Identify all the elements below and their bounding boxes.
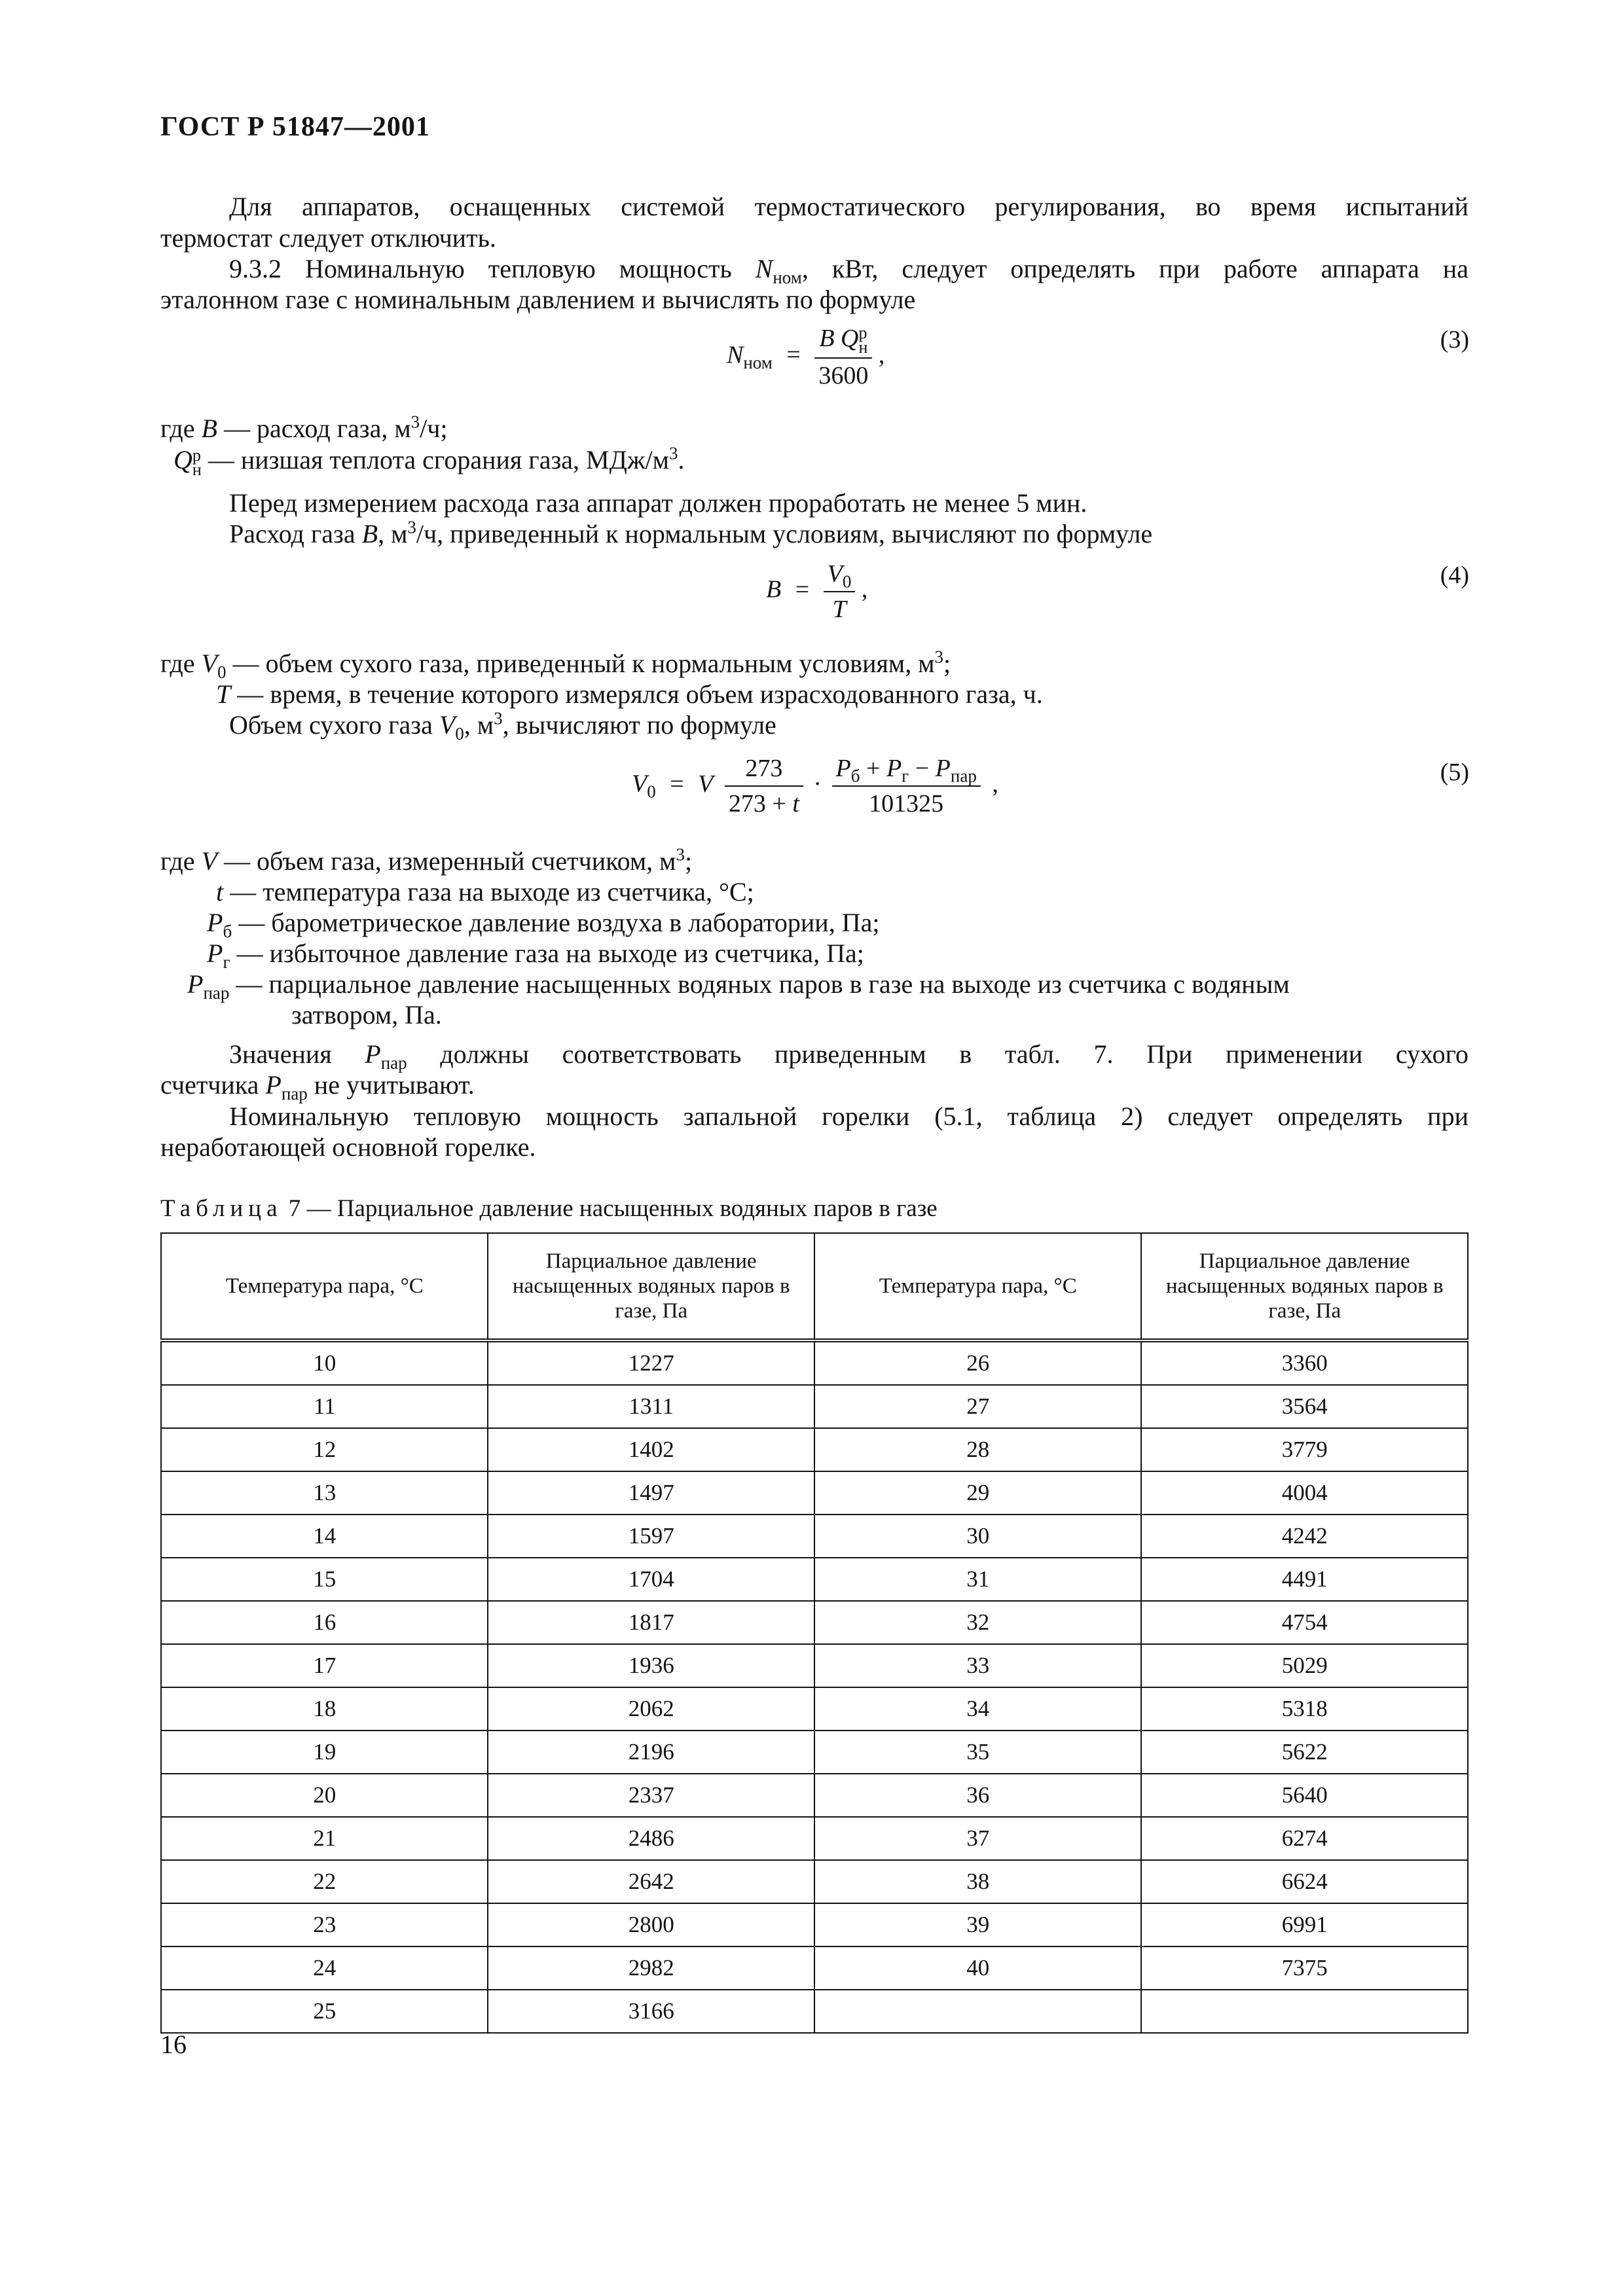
table-cell-temperature: 10: [161, 1340, 488, 1385]
table-cell-pressure: 2337: [488, 1774, 814, 1817]
table-cell-temperature: 12: [161, 1428, 488, 1471]
table-body: [161, 1340, 1468, 2033]
paragraph-gas-flow: Расход газа B, $м^3/ч$, приведенный к нормальным условиям, вычисляют по формуле: [229, 517, 1153, 548]
table-cell-temperature: 23: [161, 1903, 488, 1946]
table-cell-temperature: 15: [161, 1558, 488, 1601]
formula-5-temperature-fraction: $\frac{273}{273 + t}$: [725, 754, 803, 818]
table-cell-temperature: 35: [814, 1731, 1141, 1774]
table-cell-temperature: 33: [814, 1644, 1141, 1687]
table-cell-temperature: 14: [161, 1515, 488, 1558]
formula-5: $V_0 = V$ $\frac{273}{273 + t}$ · $\frac{P_б + P_г - P_{пар}}{101325}$ ,: [632, 755, 998, 817]
table-cell-pressure: 1311: [488, 1385, 814, 1428]
table-cell-temperature: 26: [814, 1340, 1141, 1385]
table-header-row: [161, 1233, 1468, 1340]
table-cell-pressure: 2642: [488, 1860, 814, 1903]
paragraph-ppar-values-line-2: счетчика $P_{пар}$ не учитывают.: [160, 1070, 475, 1103]
table-cell-pressure: 3166: [488, 1990, 814, 2033]
paragraph-gas-warmup: Перед измерением расхода газа аппарат должен проработать не менее 5 мин.: [229, 488, 1087, 518]
table-row: [161, 1515, 1468, 1558]
table-cell-temperature: 20: [161, 1774, 488, 1817]
table-cell-temperature: 25: [161, 1990, 488, 2033]
table-cell-pressure: 5640: [1141, 1774, 1468, 1817]
table-cell-temperature: [814, 1990, 1141, 2033]
where-b-definition: где B — расход газа, $м^3/ч$;: [160, 412, 448, 443]
table-cell-pressure: 4754: [1141, 1601, 1468, 1644]
table-cell-temperature: 16: [161, 1601, 488, 1644]
header-pressure-left: Парциальное давление насыщенных водяных паров в газе, Па: [488, 1233, 814, 1340]
table-7-vapor-pressure: [160, 1232, 1468, 2034]
table-cell-pressure: 1817: [488, 1601, 814, 1644]
table-cell-temperature: 39: [814, 1903, 1141, 1946]
table-cell-temperature: 11: [161, 1385, 488, 1428]
table-cell-pressure: 2982: [488, 1946, 814, 1990]
table-cell-pressure: 5318: [1141, 1687, 1468, 1731]
where-t-small-definition: t — температура газа на выходе из счетчика, °С;: [216, 877, 754, 906]
document-id: ГОСТ Р 51847—2001: [160, 112, 430, 142]
table-row: [161, 1428, 1468, 1471]
paragraph-thermostat-line-1: Для аппаратов, оснащенных системой термостатического регулирования, во время испытаний: [229, 192, 1468, 221]
where-v-definition: где V — объем газа, измеренный счетчиком, $м^3$;: [160, 844, 693, 876]
table-cell-pressure: 1936: [488, 1644, 814, 1687]
paragraph-pilot-burner-line-1: Номинальную тепловую мощность запальной горелки (5.1, таблица 2) следует определять при: [229, 1102, 1468, 1131]
table-cell-temperature: 32: [814, 1601, 1141, 1644]
table-row: [161, 1946, 1468, 1990]
table-cell-temperature: 36: [814, 1774, 1141, 1817]
where-ppar-definition-line-2: затвором, Па.: [291, 1000, 442, 1030]
table-cell-pressure: 6274: [1141, 1817, 1468, 1860]
formula-4: B = $\frac{V_0}{T}$ ,: [766, 560, 868, 623]
table-cell-temperature: 13: [161, 1471, 488, 1515]
paragraph-pilot-burner-line-2: неработающей основной горелке.: [160, 1132, 536, 1162]
table-cell-pressure: 1704: [488, 1558, 814, 1601]
table-row: [161, 1340, 1468, 1385]
table-row: [161, 1731, 1468, 1774]
table-cell-temperature: 34: [814, 1687, 1141, 1731]
formula-3: $N_{ном}$ = B Q р н 3600 ,: [727, 323, 885, 390]
table-cell-temperature: 21: [161, 1817, 488, 1860]
page-number: 16: [160, 2030, 187, 2059]
table-cell-pressure: 3564: [1141, 1385, 1468, 1428]
table-cell-pressure: 2800: [488, 1903, 814, 1946]
table-cell-pressure: 3360: [1141, 1340, 1468, 1385]
table-cell-temperature: 40: [814, 1946, 1141, 1990]
table-row: [161, 1774, 1468, 1817]
table-cell-temperature: 19: [161, 1731, 488, 1774]
table-cell-pressure: 2196: [488, 1731, 814, 1774]
table-cell-temperature: 18: [161, 1687, 488, 1731]
formula-5-pressure-fraction: $\frac{P_б + P_г - P_{пар}}{101325}$: [832, 754, 981, 818]
equation-number-3: (3): [1440, 326, 1469, 353]
where-pg-definition: $P_г$ — избыточное давление газа на выходе из счетчика, Па;: [207, 939, 864, 972]
paragraph-ppar-values-line-1: Значения $P_{пар}$ должны соответствовать приведенным в табл. 7. При применении сухого: [229, 1039, 1468, 1073]
where-t-definition: T — время, в течение которого измерялся объем израсходованного газа, ч.: [216, 679, 1043, 709]
table-cell-pressure: 1597: [488, 1515, 814, 1558]
table-row: [161, 1817, 1468, 1860]
equation-number-5: (5): [1440, 759, 1469, 786]
table-row: [161, 1860, 1468, 1903]
equation-number-4: (4): [1440, 562, 1469, 589]
table-cell-temperature: 31: [814, 1558, 1141, 1601]
table-caption: Таблица 7 — Парциальное давление насыщенных водяных паров в газе: [160, 1195, 938, 1222]
paragraph-932-line-1: 9.3.2 Номинальную тепловую мощность $N_{ном}$, кВт, следует определять при работе аппарата на: [229, 254, 1468, 287]
table-cell-temperature: 28: [814, 1428, 1141, 1471]
table-cell-pressure: 4242: [1141, 1515, 1468, 1558]
table-cell-pressure: 1497: [488, 1471, 814, 1515]
table-cell-pressure: [1141, 1990, 1468, 2033]
table-row: [161, 1385, 1468, 1428]
where-ppar-definition: $P_{пар}$ — парциальное давление насыщенных водяных паров в газе на выходе из счетчика с водяным: [187, 969, 1290, 1003]
table-cell-pressure: 6991: [1141, 1903, 1468, 1946]
table-cell-pressure: 1402: [488, 1428, 814, 1471]
table-cell-temperature: 17: [161, 1644, 488, 1687]
paragraph-dry-gas-volume: Объем сухого газа $V_0$, $м^3$, вычисляют по формуле: [229, 708, 776, 744]
header-temperature-right: Температура пара, °С: [814, 1233, 1141, 1340]
where-q-definition: Q р н — низшая теплота сгорания газа, МДж/$м^3$.: [173, 443, 685, 479]
table-cell-pressure: 5622: [1141, 1731, 1468, 1774]
table-cell-temperature: 30: [814, 1515, 1141, 1558]
table-cell-pressure: 2486: [488, 1817, 814, 1860]
where-v0-definition: где $V_0$ — объем сухого газа, приведенный к нормальным условиям, $м^3$;: [160, 647, 951, 682]
table-cell-pressure: 1227: [488, 1340, 814, 1385]
formula-4-fraction: $\frac{V_0}{T}$: [824, 560, 856, 624]
table-cell-temperature: 24: [161, 1946, 488, 1990]
table-cell-pressure: 2062: [488, 1687, 814, 1731]
formula-3-fraction: B Q р н 3600: [814, 324, 872, 390]
table-cell-temperature: 29: [814, 1471, 1141, 1515]
table-row: [161, 1644, 1468, 1687]
table-cell-temperature: 27: [814, 1385, 1141, 1428]
table-cell-temperature: 37: [814, 1817, 1141, 1860]
table-cell-pressure: 4491: [1141, 1558, 1468, 1601]
paragraph-thermostat-line-2: термостат следует отключить.: [160, 223, 496, 253]
table-row: [161, 1471, 1468, 1515]
table-row: [161, 1990, 1468, 2033]
table-cell-temperature: 22: [161, 1860, 488, 1903]
table-cell-pressure: 4004: [1141, 1471, 1468, 1515]
table-cell-temperature: 38: [814, 1860, 1141, 1903]
table-cell-pressure: 6624: [1141, 1860, 1468, 1903]
table-row: [161, 1903, 1468, 1946]
table-cell-pressure: 7375: [1141, 1946, 1468, 1990]
table-row: [161, 1687, 1468, 1731]
header-temperature-left: Температура пара, °С: [161, 1233, 488, 1340]
header-pressure-right: Парциальное давление насыщенных водяных паров в газе, Па: [1141, 1233, 1468, 1340]
table-cell-pressure: 5029: [1141, 1644, 1468, 1687]
table-cell-pressure: 3779: [1141, 1428, 1468, 1471]
paragraph-932-line-2: эталонном газе с номинальным давлением и вычислять по формуле: [160, 285, 916, 314]
where-pb-definition: $P_б$ — барометрическое давление воздуха в лаборатории, Па;: [207, 908, 880, 941]
table-row: [161, 1558, 1468, 1601]
table-row: [161, 1601, 1468, 1644]
